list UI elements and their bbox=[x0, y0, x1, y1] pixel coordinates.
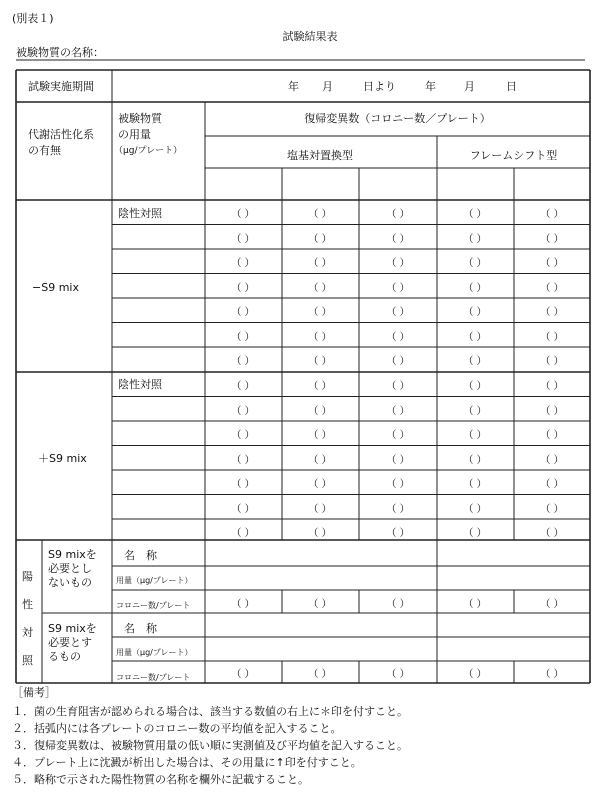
paren-cell-minus-3-3: （ ） bbox=[463, 282, 487, 294]
metab-label-2: の有無 bbox=[28, 144, 61, 157]
paren-cell-pos2-2: （ ） bbox=[386, 669, 410, 680]
paren-cell-minus-6-0: （ ） bbox=[231, 356, 255, 368]
paren-cell-plus-4-3: （ ） bbox=[463, 479, 487, 491]
paren-cell-plus-2-2: （ ） bbox=[386, 430, 410, 442]
paren-cell-minus-3-2: （ ） bbox=[386, 282, 410, 294]
period-year-2: 年 bbox=[425, 80, 436, 93]
paren-cell-plus-5-3: （ ） bbox=[463, 503, 487, 515]
paren-cell-minus-0-4: （ ） bbox=[540, 209, 564, 221]
paren-cell-minus-5-3: （ ） bbox=[463, 331, 487, 343]
paren-cell-plus-5-4: （ ） bbox=[540, 503, 564, 515]
paren-cell-pos2-1: （ ） bbox=[308, 669, 332, 680]
paren-cell-plus-6-4: （ ） bbox=[540, 528, 564, 540]
paren-cell-plus-2-4: （ ） bbox=[540, 430, 564, 442]
paren-cell-minus-6-1: （ ） bbox=[308, 356, 332, 368]
paren-cell-pos1-2: （ ） bbox=[386, 599, 410, 610]
paren-cell-plus-1-2: （ ） bbox=[386, 405, 410, 417]
paren-cell-plus-3-4: （ ） bbox=[540, 454, 564, 466]
paren-cell-plus-5-0: （ ） bbox=[231, 503, 255, 515]
paren-cell-plus-0-2: （ ） bbox=[386, 381, 410, 393]
pos-group1-label-1: S9 mixを bbox=[48, 548, 97, 561]
paren-cell-plus-1-3: （ ） bbox=[463, 405, 487, 417]
paren-cell-minus-1-0: （ ） bbox=[231, 233, 255, 245]
dose-header-3: （μg/プレート） bbox=[114, 146, 183, 156]
paren-cell-plus-4-4: （ ） bbox=[540, 479, 564, 491]
appendix-label: (別表１) bbox=[12, 12, 54, 25]
pos-group1-label-2: 必要とし bbox=[48, 562, 92, 575]
dose-header-2: の用量 bbox=[118, 128, 151, 141]
positive-char-4: 照 bbox=[22, 654, 33, 667]
paren-cell-pos1-4: （ ） bbox=[540, 599, 564, 610]
paren-cell-minus-2-0: （ ） bbox=[231, 258, 255, 270]
paren-cell-minus-0-3: （ ） bbox=[463, 209, 487, 221]
period-month-1: 月 bbox=[322, 80, 333, 93]
positive-char-3: 対 bbox=[22, 626, 33, 639]
paren-cell-plus-0-4: （ ） bbox=[540, 381, 564, 393]
paren-cell-pos1-0: （ ） bbox=[231, 599, 255, 610]
paren-cell-minus-6-4: （ ） bbox=[540, 356, 564, 368]
paren-cell-plus-3-3: （ ） bbox=[463, 454, 487, 466]
paren-cell-minus-4-2: （ ） bbox=[386, 307, 410, 319]
note-5: ５．略称で示された陽性物質の名称を欄外に記載すること。 bbox=[12, 773, 309, 786]
plus-s9-label: ＋S9 mix bbox=[38, 452, 87, 465]
metab-label-1: 代謝活性化系 bbox=[28, 128, 94, 141]
paren-cell-minus-4-1: （ ） bbox=[308, 307, 332, 319]
period-day-from: 日より bbox=[363, 80, 396, 93]
paren-cell-plus-6-2: （ ） bbox=[386, 528, 410, 540]
pos-group2-label-3: るもの bbox=[48, 650, 81, 663]
paren-cell-minus-2-1: （ ） bbox=[308, 258, 332, 270]
paren-cell-minus-1-2: （ ） bbox=[386, 233, 410, 245]
paren-cell-minus-5-2: （ ） bbox=[386, 331, 410, 343]
paren-cell-minus-4-0: （ ） bbox=[231, 307, 255, 319]
paren-cell-pos2-3: （ ） bbox=[463, 669, 487, 680]
paren-cell-pos2-4: （ ） bbox=[540, 669, 564, 680]
paren-cell-plus-4-1: （ ） bbox=[308, 479, 332, 491]
plus-negative-control: 陰性対照 bbox=[118, 378, 162, 391]
period-day-2: 日 bbox=[506, 80, 517, 93]
pos1-colony-label: コロニー数/プレート bbox=[116, 601, 191, 610]
frameshift-header: フレームシフト型 bbox=[469, 149, 558, 162]
dose-header-1: 被験物質 bbox=[118, 112, 162, 125]
paren-cell-minus-5-0: （ ） bbox=[231, 331, 255, 343]
notes-heading: ［備考］ bbox=[12, 686, 56, 699]
paren-cell-pos1-3: （ ） bbox=[463, 599, 487, 610]
paren-cell-minus-0-1: （ ） bbox=[308, 209, 332, 221]
paren-cell-plus-1-1: （ ） bbox=[308, 405, 332, 417]
period-month-2: 月 bbox=[464, 80, 475, 93]
paren-cell-minus-3-1: （ ） bbox=[308, 282, 332, 294]
paren-cell-minus-5-4: （ ） bbox=[540, 331, 564, 343]
paren-cell-minus-0-0: （ ） bbox=[231, 209, 255, 221]
paren-cell-minus-3-0: （ ） bbox=[231, 282, 255, 294]
paren-cell-plus-0-1: （ ） bbox=[308, 381, 332, 393]
paren-cell-plus-3-2: （ ） bbox=[386, 454, 410, 466]
paren-cell-plus-2-0: （ ） bbox=[231, 430, 255, 442]
pos-group2-label-1: S9 mixを bbox=[48, 622, 97, 635]
paren-cell-plus-5-2: （ ） bbox=[386, 503, 410, 515]
paren-cell-plus-6-0: （ ） bbox=[231, 528, 255, 540]
paren-cell-plus-0-3: （ ） bbox=[463, 381, 487, 393]
paren-cell-plus-1-0: （ ） bbox=[231, 405, 255, 417]
paren-cell-minus-6-3: （ ） bbox=[463, 356, 487, 368]
positive-char-2: 性 bbox=[22, 598, 33, 611]
paren-cell-plus-4-0: （ ） bbox=[231, 479, 255, 491]
paren-cell-minus-2-4: （ ） bbox=[540, 258, 564, 270]
paren-cell-pos2-0: （ ） bbox=[231, 669, 255, 680]
paren-cell-plus-0-0: （ ） bbox=[231, 381, 255, 393]
paren-cell-plus-3-0: （ ） bbox=[231, 454, 255, 466]
minus-negative-control: 陰性対照 bbox=[118, 207, 162, 220]
revertant-header: 復帰変異数（コロニー数／プレート） bbox=[304, 112, 491, 125]
paren-cell-minus-1-3: （ ） bbox=[463, 233, 487, 245]
paren-cell-minus-1-4: （ ） bbox=[540, 233, 564, 245]
period-label: 試験実施期間 bbox=[28, 80, 94, 93]
paren-cell-minus-4-4: （ ） bbox=[540, 307, 564, 319]
pos2-dose-label: 用量（μg/プレート） bbox=[116, 648, 193, 657]
paren-cell-plus-2-3: （ ） bbox=[463, 430, 487, 442]
note-4: ４．プレート上に沈澱が析出した場合は、その用量に↑印を付すこと。 bbox=[12, 756, 362, 769]
paren-cell-plus-6-3: （ ） bbox=[463, 528, 487, 540]
pos2-colony-label: コロニー数/プレート bbox=[116, 673, 191, 682]
minus-s9-label: −S9 mix bbox=[32, 281, 79, 294]
substance-name-label: 被験物質の名称： bbox=[16, 46, 104, 59]
base-pair-header: 塩基対置換型 bbox=[287, 149, 353, 162]
paren-cell-plus-2-1: （ ） bbox=[308, 430, 332, 442]
paren-cell-minus-2-3: （ ） bbox=[463, 258, 487, 270]
note-3: ３．復帰変異数は、被験物質用量の低い順に実測値及び平均値を記入すること。 bbox=[12, 739, 408, 752]
paren-cell-plus-3-1: （ ） bbox=[308, 454, 332, 466]
note-1: １．菌の生育阻害が認められる場合は、該当する数値の右上に＊印を付すこと。 bbox=[12, 705, 408, 718]
positive-char-1: 陽 bbox=[22, 570, 33, 583]
period-year-1: 年 bbox=[288, 80, 299, 93]
paren-cell-minus-4-3: （ ） bbox=[463, 307, 487, 319]
paren-cell-plus-1-4: （ ） bbox=[540, 405, 564, 417]
paren-cell-plus-4-2: （ ） bbox=[386, 479, 410, 491]
pos-group1-label-3: ないもの bbox=[48, 576, 92, 589]
pos-group2-label-2: 必要とす bbox=[48, 636, 92, 649]
paren-cell-minus-6-2: （ ） bbox=[386, 356, 410, 368]
paren-cell-minus-1-1: （ ） bbox=[308, 233, 332, 245]
paren-cell-minus-3-4: （ ） bbox=[540, 282, 564, 294]
paren-cell-plus-6-1: （ ） bbox=[308, 528, 332, 540]
note-2: ２．括弧内には各プレートのコロニー数の平均値を記入すること。 bbox=[12, 722, 342, 735]
paren-cell-minus-5-1: （ ） bbox=[308, 331, 332, 343]
paren-cell-plus-5-1: （ ） bbox=[308, 503, 332, 515]
paren-cell-minus-0-2: （ ） bbox=[386, 209, 410, 221]
paren-cell-pos1-1: （ ） bbox=[308, 599, 332, 610]
pos1-name-label: 名 称 bbox=[124, 549, 157, 562]
pos1-dose-label: 用量（μg/プレート） bbox=[116, 576, 193, 585]
page-title: 試験結果表 bbox=[282, 30, 338, 43]
paren-cell-minus-2-2: （ ） bbox=[386, 258, 410, 270]
pos2-name-label: 名 称 bbox=[124, 622, 157, 635]
